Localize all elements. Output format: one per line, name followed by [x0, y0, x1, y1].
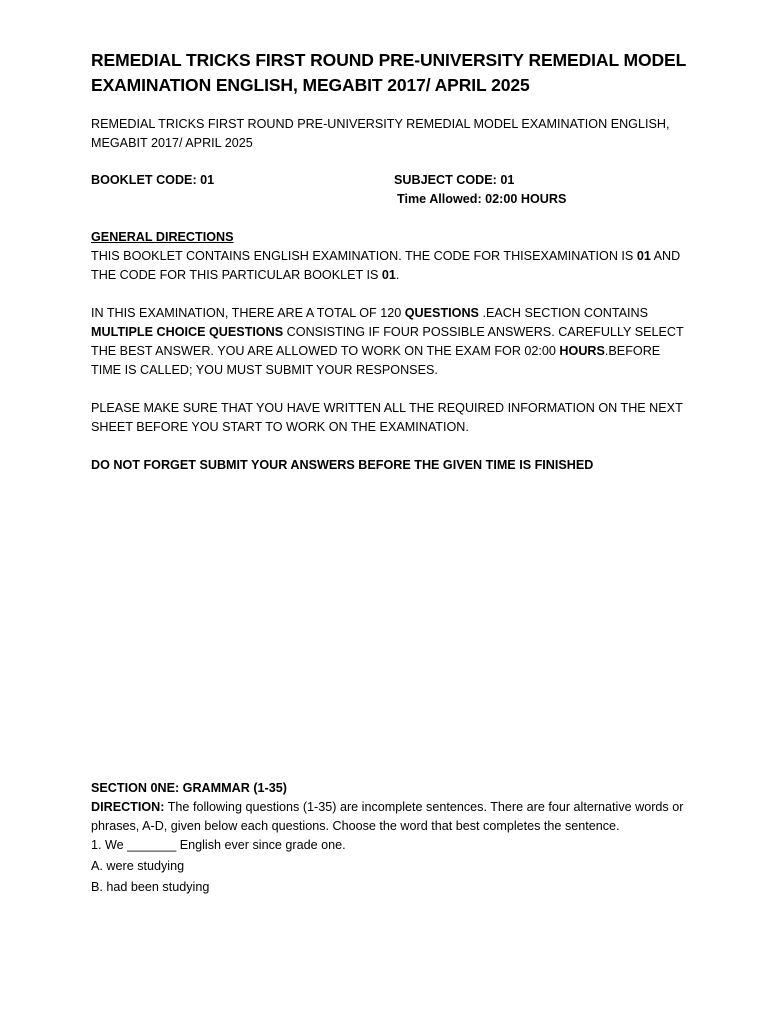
direction-text: The following questions (1-35) are incomplete sentences. There are four alternative words or phrases, A-D, given below each questions. Choose the word that best completes the sentence. — [91, 800, 684, 833]
directions-paragraph-1 — [91, 247, 691, 285]
text-run: IN THIS EXAMINATION, THERE ARE A TOTAL OF 120 — [91, 306, 405, 320]
general-directions — [91, 228, 691, 494]
text-run: .EACH SECTION CONTAINS — [478, 306, 649, 320]
time-allowed: Time Allowed: 02:00 HOURS — [397, 192, 567, 206]
exam-codes — [91, 171, 691, 211]
submission-warning: DO NOT FORGET SUBMIT YOUR ANSWERS BEFORE THE GIVEN TIME IS FINISHED — [91, 458, 594, 472]
directions-heading: GENERAL DIRECTIONS — [91, 230, 234, 244]
section-heading: SECTION 0NE: GRAMMAR (1-35) — [91, 781, 287, 795]
direction-label: DIRECTION: — [91, 800, 165, 814]
text-run: THIS BOOKLET CONTAINS ENGLISH EXAMINATION. THE CODE FOR THISEXAMINATION IS — [91, 249, 637, 263]
text-run: .BEFORE TIME IS CALLED; YOU MUST SUBMIT YOUR RESPONSES. — [91, 344, 661, 377]
subject-code: SUBJECT CODE: 01 — [394, 173, 515, 187]
sub-title: REMEDIAL TRICKS FIRST ROUND PRE-UNIVERSITY REMEDIAL MODEL EXAMINATION ENGLISH, MEGABIT 2017/ APRIL 2025 — [91, 117, 670, 150]
main-title: REMEDIAL TRICKS FIRST ROUND PRE-UNIVERSITY REMEDIAL MODEL EXAMINATION ENGLISH, MEGABIT 2017/ APRIL 2025 — [91, 50, 686, 95]
emphasis-text: MULTIPLE CHOICE QUESTIONS — [91, 325, 284, 339]
directions-paragraph-3: PLEASE MAKE SURE THAT YOU HAVE WRITTEN ALL THE REQUIRED INFORMATION ON THE NEXT SHEET BEFORE YOU START TO WORK ON THE EXAMINATION. — [91, 401, 683, 434]
question-1-option-a: A. were studying — [91, 859, 185, 873]
exam-code-value: 01 — [636, 249, 651, 263]
directions-paragraph-2 — [91, 304, 691, 380]
question-1-option-b: B. had been studying — [91, 880, 210, 894]
text-run: CONSISTING IF FOUR POSSIBLE ANSWERS. CAREFULLY SELECT THE BEST ANSWER. YOU ARE ALLOWED TO WORK ON THE EXAM FOR 02:00 — [91, 325, 684, 358]
emphasis-text: HOURS — [559, 344, 605, 358]
question-1: 1. We _______ English ever since grade one. — [91, 838, 346, 852]
grammar-section — [91, 779, 691, 897]
text-run: AND THE CODE FOR THIS PARTICULAR BOOKLET IS — [91, 249, 681, 282]
text-run: . — [395, 268, 400, 282]
booklet-code: BOOKLET CODE: 01 — [91, 173, 215, 187]
booklet-code-value: 01 — [381, 268, 396, 282]
section-direction — [91, 798, 691, 836]
emphasis-text: QUESTIONS — [404, 306, 479, 320]
